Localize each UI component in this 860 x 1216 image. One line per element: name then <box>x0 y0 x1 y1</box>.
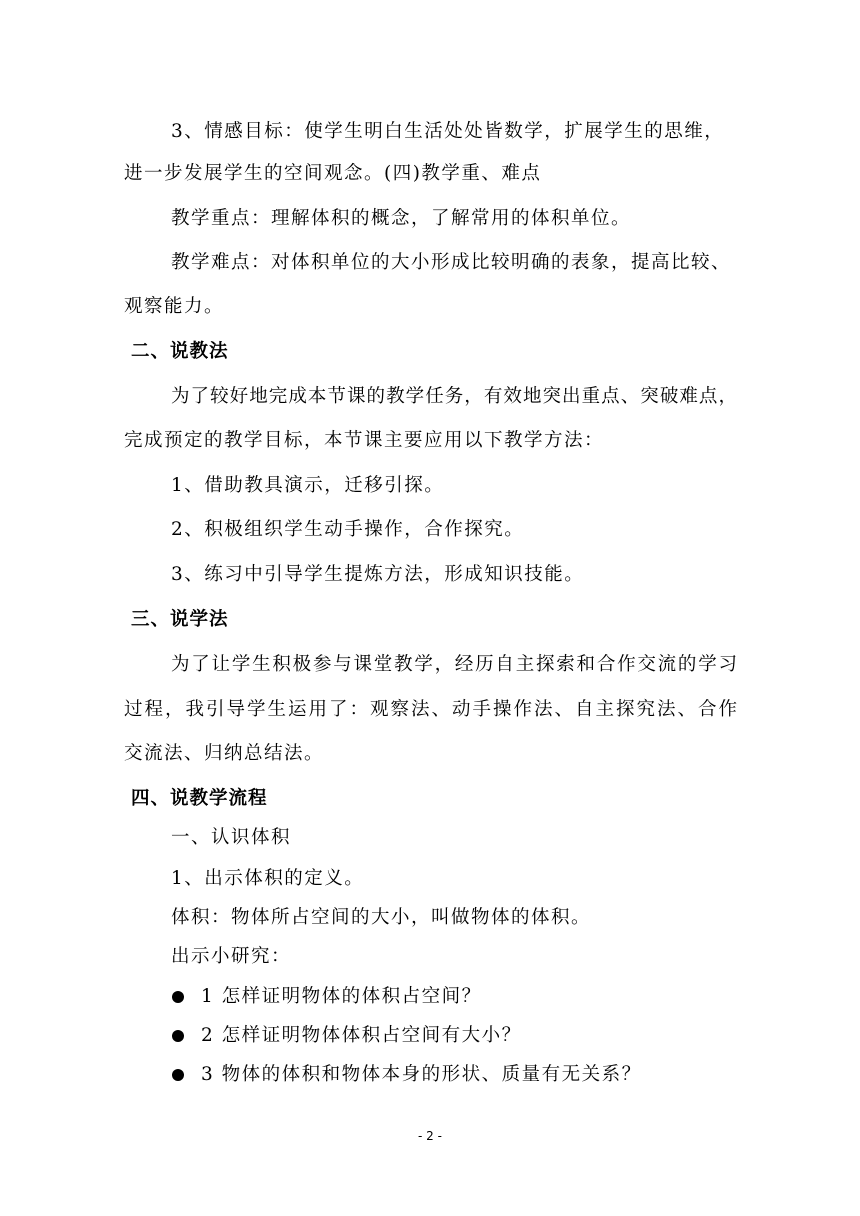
learning-method-line-2: 过程，我引导学生运用了：观察法、动手操作法、自主探究法、合作 <box>124 699 737 720</box>
key-point-text: 教学重点：理解体积的概念，了解常用的体积单位。 <box>171 208 632 229</box>
teaching-method-item-2: 2、积极组织学生动手操作，合作探究。 <box>171 519 525 540</box>
difficult-point-line-1: 教学难点：对体积单位的大小形成比较明确的表象，提高比较、 <box>171 252 732 273</box>
paragraph-affective-goal-line-1: 3、情感目标：使学生明白生活处处皆数学，扩展学生的思维， <box>171 121 725 142</box>
difficult-point-line-2: 观察能力。 <box>124 296 225 317</box>
process-step-1: 一、认识体积 <box>171 827 292 848</box>
learning-method-line-3: 交流法、归纳总结法。 <box>124 743 325 764</box>
teaching-method-item-3: 3、练习中引导学生提炼方法，形成知识技能。 <box>171 564 585 585</box>
bullet-dot-icon <box>172 1069 184 1081</box>
page-number: - 2 - <box>418 1129 442 1143</box>
learning-method-line-1: 为了让学生积极参与课堂教学，经历自主探索和合作交流的学习 <box>171 654 737 675</box>
section-heading-teaching-process: 四、说教学流程 <box>131 788 268 809</box>
research-question-text: 2 怎样证明物体体积占空间有大小？ <box>201 1025 522 1046</box>
research-question-text: 1 怎样证明物体的体积占空间？ <box>201 986 482 1007</box>
volume-definition: 体积：物体所占空间的大小，叫做物体的体积。 <box>171 907 592 928</box>
paragraph-affective-goal-line-2: 进一步发展学生的空间观念。(四)教学重、难点 <box>124 163 542 184</box>
show-research-label: 出示小研究： <box>171 946 292 967</box>
teaching-method-item-1: 1、借助教具演示，迁移引探。 <box>171 475 445 496</box>
bullet-dot-icon <box>172 1030 184 1042</box>
teaching-method-line-2: 完成预定的教学目标，本节课主要应用以下教学方法： <box>124 430 605 451</box>
teaching-method-line-1: 为了较好地完成本节课的教学任务，有效地突出重点、突破难点， <box>171 386 737 407</box>
section-heading-learning-method: 三、说学法 <box>131 609 229 630</box>
research-question-text: 3 物体的体积和物体本身的形状、质量有无关系？ <box>201 1064 642 1085</box>
bullet-dot-icon <box>172 991 184 1003</box>
section-heading-teaching-method: 二、说教法 <box>131 341 229 362</box>
process-sub-item-1: 1、出示体积的定义。 <box>171 868 365 889</box>
